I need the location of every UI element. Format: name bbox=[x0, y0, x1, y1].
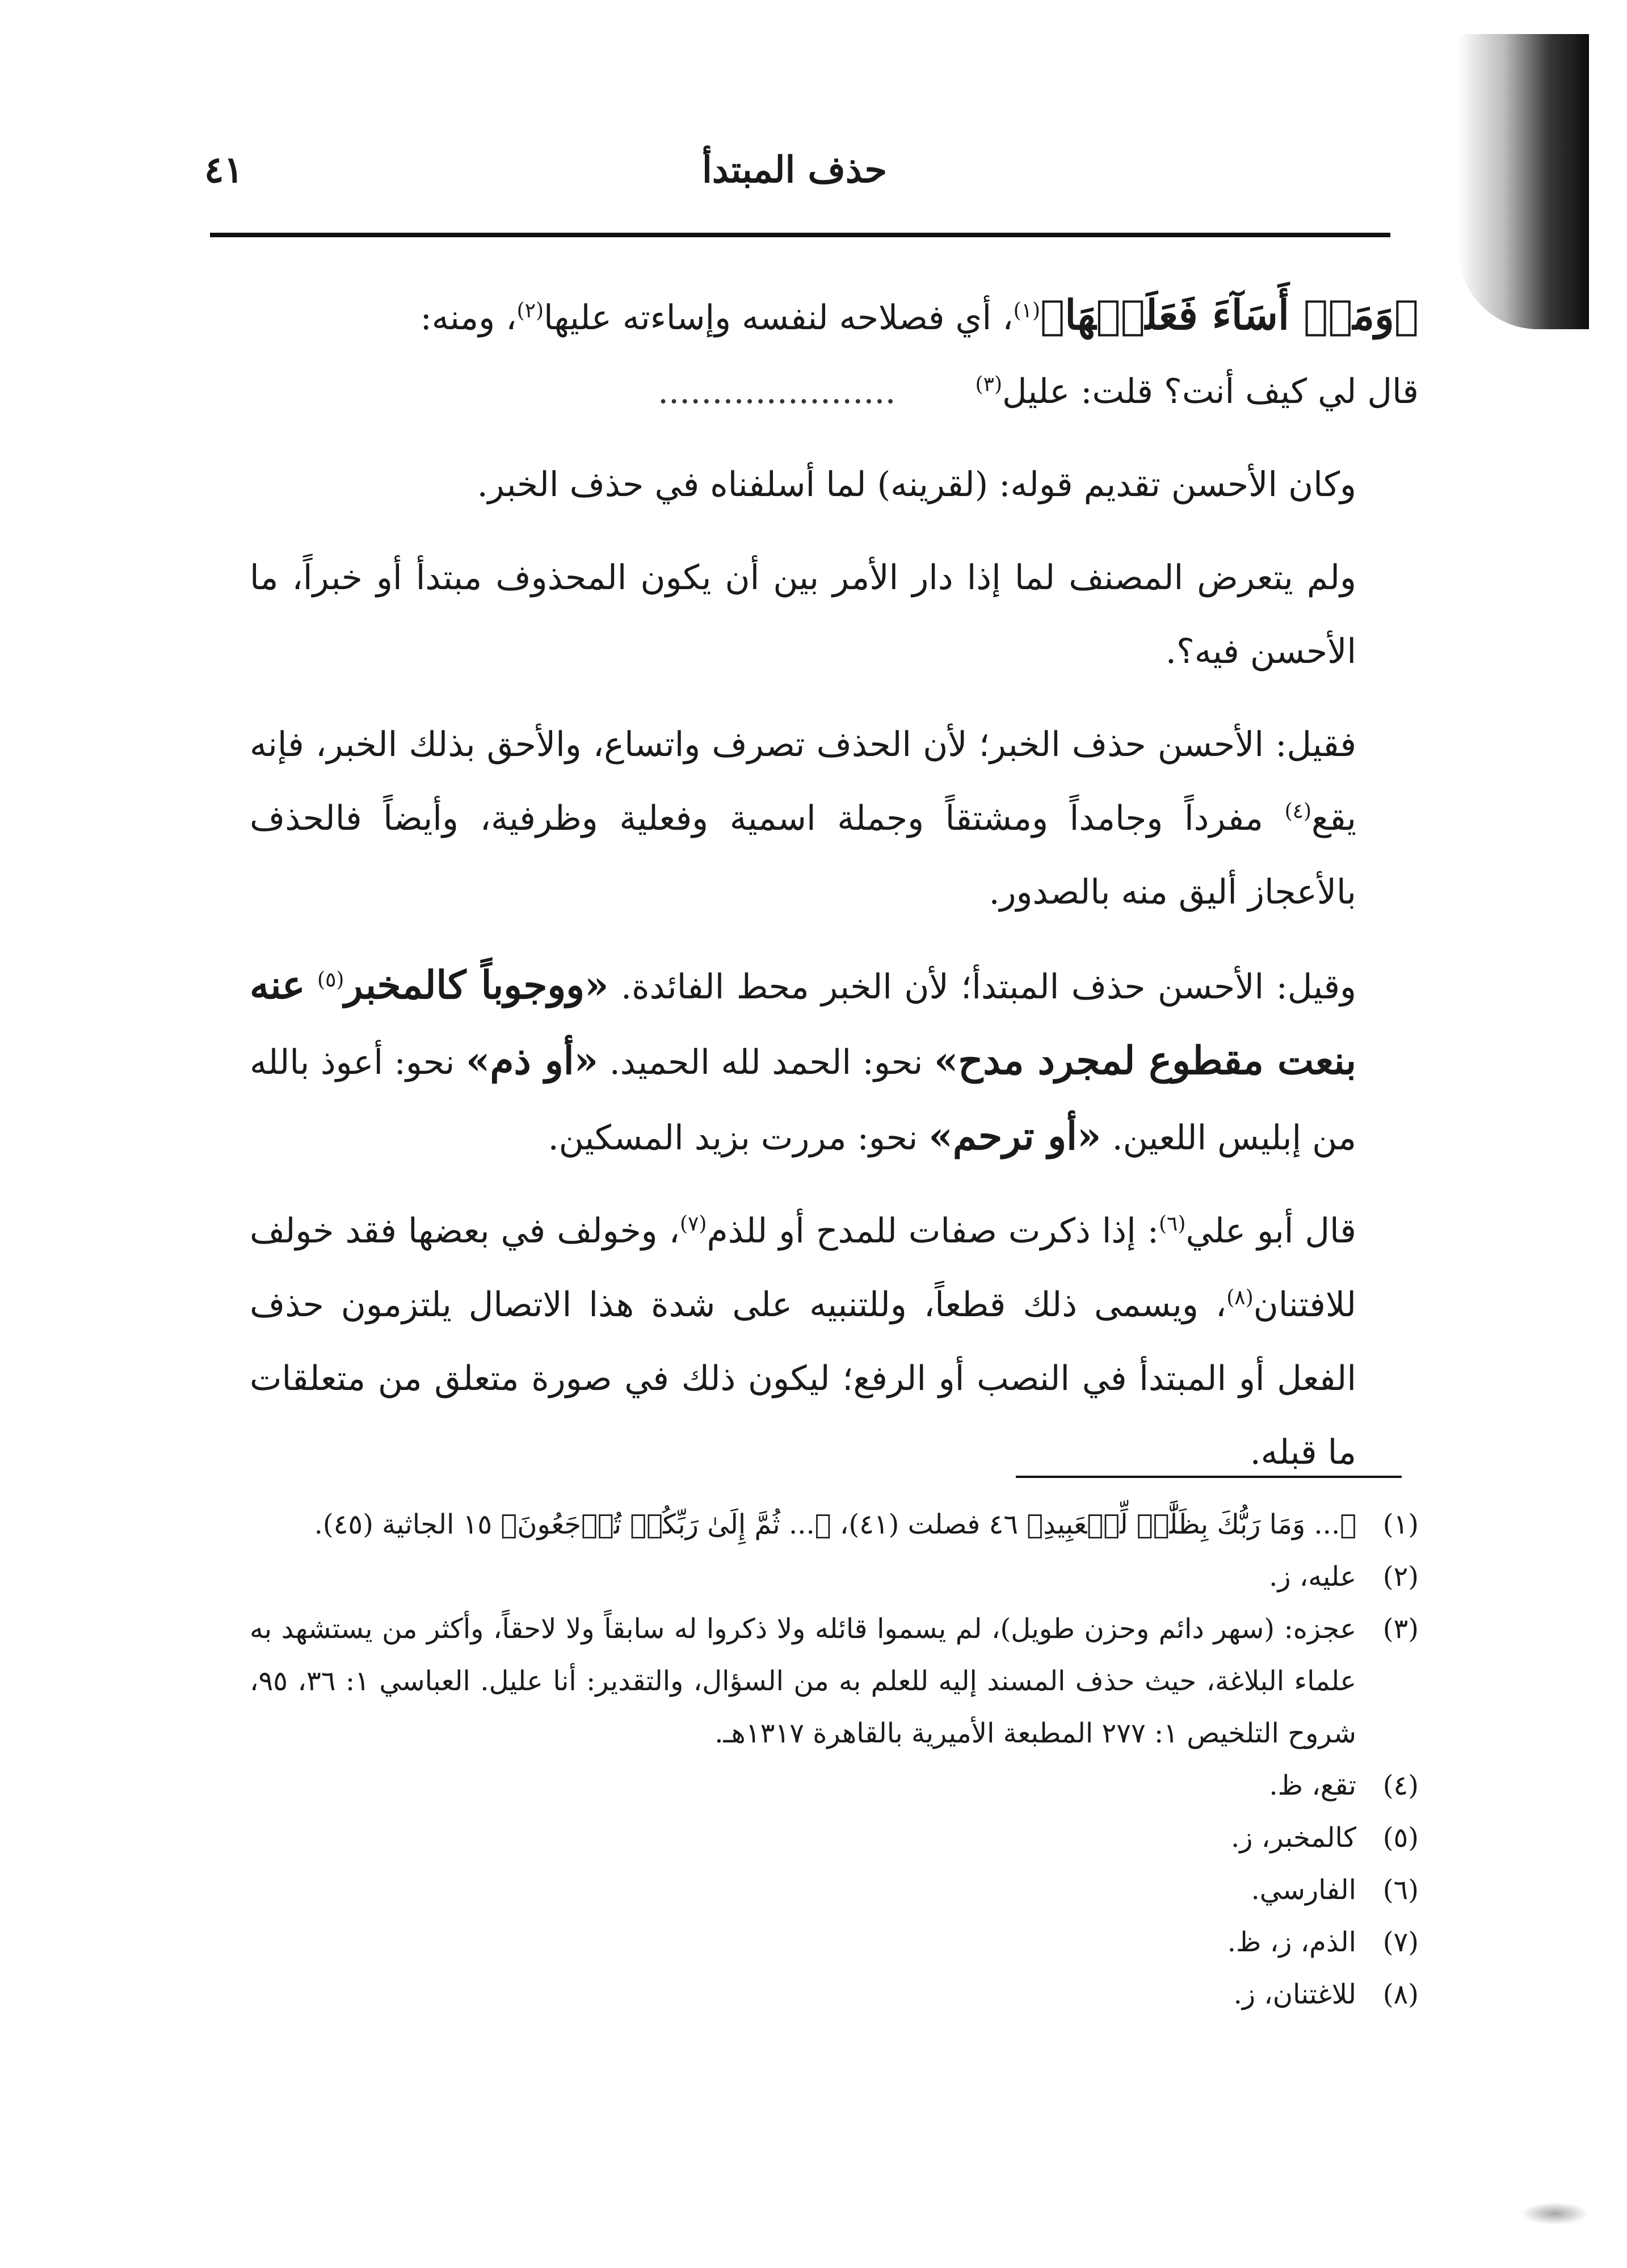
text-run: نحو: أعوذ بالله من إبليس اللعين. bbox=[250, 1043, 1356, 1158]
footnote-ref: (٧) bbox=[680, 1212, 707, 1236]
footnote-item bbox=[250, 1759, 1419, 1812]
matn-text: «أو ترحم» bbox=[928, 1114, 1102, 1159]
footnote-item bbox=[250, 1603, 1419, 1759]
scan-edge-shadow bbox=[1458, 34, 1589, 329]
footnote-item bbox=[250, 1551, 1419, 1603]
paragraph-4 bbox=[250, 708, 1419, 929]
footnote-number: (٨) bbox=[1382, 1979, 1419, 2010]
paragraph-3: ولم يتعرض المصنف لما إذا دار الأمر بين أن يكون المحذوف مبتدأ أو خبراً، ما الأحسن فيه؟. bbox=[250, 558, 1356, 671]
main-text bbox=[250, 278, 1419, 1509]
text-run: وقيل: الأحسن حذف المبتدأ؛ لأن الخبر محط الفائدة. bbox=[621, 967, 1357, 1007]
paragraph-1 bbox=[250, 278, 1419, 429]
footnote-ref: (٣) bbox=[975, 373, 1002, 396]
footnote-text: عليه، ز. bbox=[1269, 1561, 1356, 1593]
footnote-number: (٢) bbox=[1382, 1561, 1419, 1593]
scan-speck bbox=[1521, 2202, 1589, 2225]
footnote-item bbox=[250, 1498, 1419, 1551]
text-run: قال أبو علي bbox=[1185, 1211, 1356, 1251]
footnote-number: (٤) bbox=[1382, 1770, 1419, 1801]
footnote-text: للاغتنان، ز. bbox=[1233, 1979, 1356, 2010]
text-run: نحو: مررت بزيد المسكين. bbox=[548, 1118, 918, 1158]
footnote-text: الذم، ز، ظ. bbox=[1227, 1926, 1356, 1958]
footnote-rule bbox=[1016, 1476, 1402, 1478]
footnote-ref: (٥) bbox=[317, 968, 344, 992]
footnote-ref: (٨) bbox=[1226, 1286, 1254, 1309]
footnote-item bbox=[250, 1812, 1419, 1864]
matn-text: «ووجوباً كالمخبر bbox=[344, 963, 609, 1008]
text-run: ، ويسمى ذلك قطعاً، وللتنبيه على شدة هذا الاتصال يلتزمون حذف الفعل أو المبتدأ في النصب أو الرفع؛ ليكون ذلك في صورة متعلق من متعلقات ما قبله. bbox=[250, 1285, 1356, 1472]
text-run: ، أي فصلاحه لنفسه وإساءته عليها bbox=[544, 298, 1014, 338]
footnote-ref: (٢) bbox=[516, 299, 544, 322]
header-rule bbox=[210, 233, 1390, 237]
matn-text: «أو ذم» bbox=[465, 1038, 599, 1083]
footnote-ref: (٤) bbox=[1284, 800, 1312, 823]
text-run: فقيل: الأحسن حذف الخبر؛ لأن الحذف تصرف واتساع، والأحق بذلك الخبر، فإنه يقع bbox=[250, 725, 1356, 838]
paragraph-5 bbox=[250, 948, 1419, 1175]
footnotes bbox=[250, 1498, 1419, 2021]
ellipsis-dots: ...................... bbox=[657, 372, 896, 411]
footnote-text: تقع، ظ. bbox=[1269, 1770, 1356, 1801]
matn-text: عنه بنعت مقطوع لمجرد مدح» bbox=[250, 963, 1357, 1083]
footnote-number: (٥) bbox=[1382, 1822, 1419, 1854]
footnote-text: كالمخبر، ز. bbox=[1231, 1822, 1356, 1854]
footnote-text: ﴿... وَمَا رَبُّكَ بِظَلَّٰمٖ لِّلۡعَبِيدِ﴾ ٤٦ فصلت (٤١)، ﴿... ثُمَّ إِلَىٰ رَبِّكُمۡ تُرۡجَعُونَ﴾ ١٥ الجاثية (٤٥). bbox=[314, 1509, 1356, 1540]
text-run: ، وخولف في بعضها فقد خولف للافتنان bbox=[250, 1211, 1356, 1325]
paragraph-6 bbox=[250, 1194, 1419, 1489]
footnote-item bbox=[250, 1968, 1419, 2021]
running-title: حذف المبتدأ bbox=[701, 149, 888, 191]
text-run: نحو: الحمد لله الحميد. bbox=[609, 1043, 923, 1082]
verse-line: قال لي كيف أنت؟ قلت: عليل bbox=[1002, 372, 1419, 411]
footnote-ref: (٦) bbox=[1159, 1212, 1186, 1236]
text-run: : إذا ذكرت صفات للمدح أو للذم bbox=[707, 1211, 1159, 1251]
footnote-item bbox=[250, 1864, 1419, 1916]
footnote-text: الفارسي. bbox=[1251, 1874, 1356, 1906]
footnote-number: (٣) bbox=[1382, 1613, 1419, 1645]
footnote-number: (٦) bbox=[1382, 1874, 1419, 1906]
paragraph-2: وكان الأحسن تقديم قوله: (لقرينه) لما أسلفناه في حذف الخبر. bbox=[477, 465, 1356, 505]
text-run: ، ومنه: bbox=[420, 298, 517, 338]
footnote-text: عجزه: (سهر دائم وحزن طويل)، لم يسموا قائله ولا ذكروا له سابقاً ولا لاحقاً، وأكثر من يستشهد به علماء البلاغة، حيث حذف المسند إليه للعلم به من السؤال، والتقدير: أنا عليل. العباسي ١: ٣٦، ٩٥، شروح التلخيص ١: ٢٧٧ المطبعة الأميرية بالقاهرة ١٣١٧هـ. bbox=[250, 1613, 1357, 1749]
footnote-item bbox=[250, 1916, 1419, 1968]
footnote-number: (١) bbox=[1382, 1509, 1419, 1540]
footnote-number: (٧) bbox=[1382, 1926, 1419, 1958]
page-number: ٤١ bbox=[204, 149, 243, 191]
text-run: مفرداً وجامداً ومشتقاً وجملة اسمية وفعلية وظرفية، وأيضاً فالحذف بالأعجاز أليق منه بالصدور. bbox=[250, 799, 1356, 912]
quran-verse: ﴿وَمَنۡ أَسَآءَ فَعَلَيۡهَا﴾ bbox=[1040, 291, 1419, 339]
footnote-ref: (١) bbox=[1013, 299, 1041, 322]
